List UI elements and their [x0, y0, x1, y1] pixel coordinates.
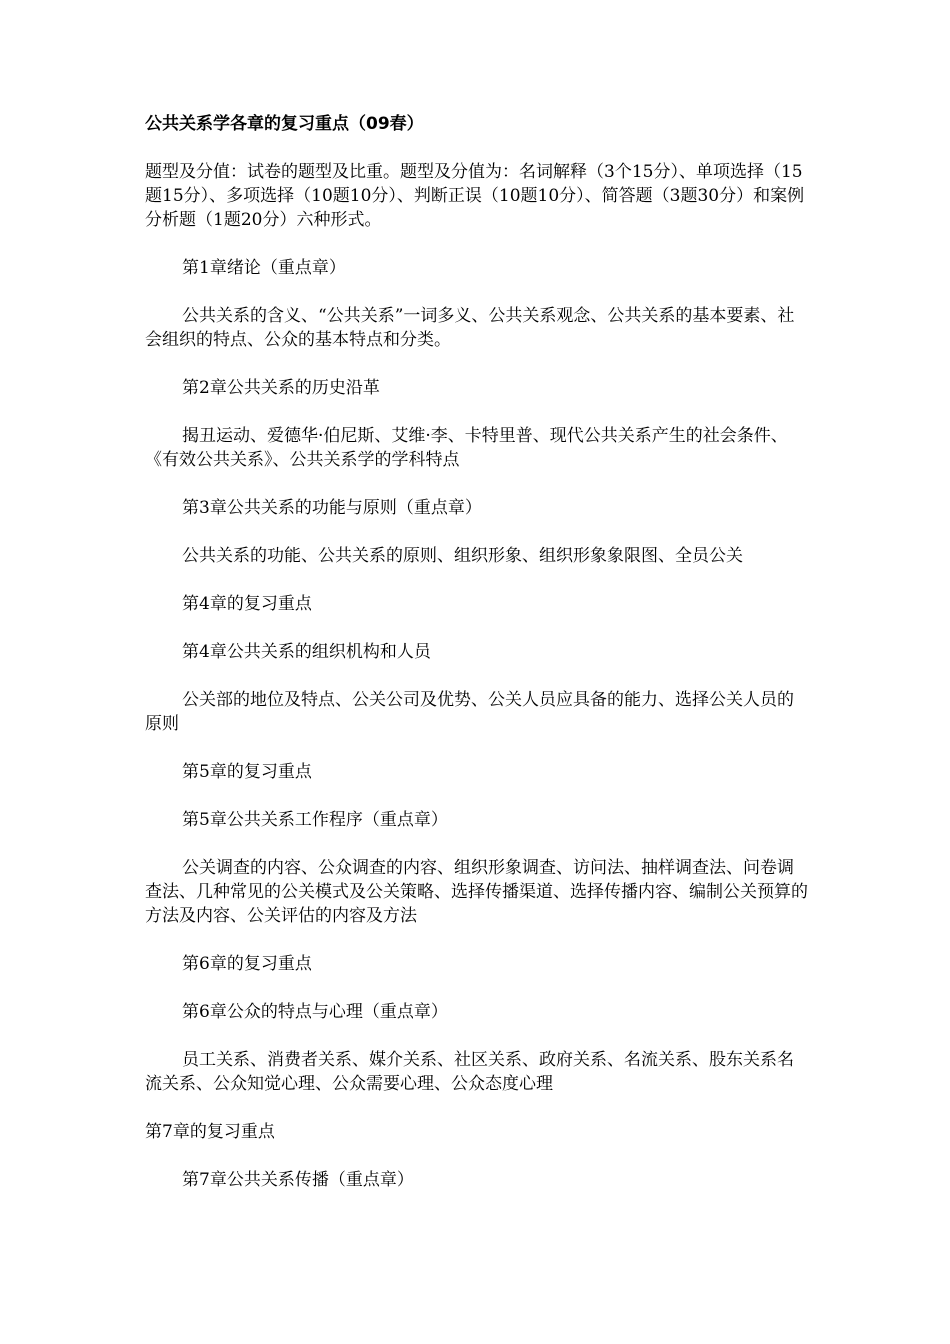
paragraph: 揭丑运动、爱德华·伯尼斯、艾维·李、卡特里普、现代公共关系产生的社会条件、《有效公共关系》、公共关系学的学科特点: [145, 426, 788, 470]
paragraph: 第5章的复习重点: [182, 762, 312, 782]
paragraph: 第7章的复习重点: [145, 1122, 275, 1142]
paragraph: 第4章的复习重点: [182, 594, 312, 614]
paragraph: 第3章公共关系的功能与原则（重点章）: [182, 498, 482, 518]
paragraph: 第7章公共关系传播（重点章）: [182, 1170, 414, 1190]
paragraph: 第5章公共关系工作程序（重点章）: [182, 810, 448, 830]
paragraph: 员工关系、消费者关系、媒介关系、社区关系、政府关系、名流关系、股东关系名流关系、公众知觉心理、公众需要心理、公众态度心理: [145, 1050, 794, 1094]
paragraph: 公共关系的功能、公共关系的原则、组织形象、组织形象象限图、全员公关: [182, 546, 743, 566]
paragraph: 第2章公共关系的历史沿革: [182, 378, 380, 398]
paragraph: 第1章绪论（重点章）: [182, 258, 346, 278]
document-body: [145, 160, 810, 1192]
paragraph: 公共关系的含义、“公共关系”一词多义、公共关系观念、公共关系的基本要素、社会组织的特点、公众的基本特点和分类。: [145, 306, 795, 350]
document-page: [145, 112, 810, 1216]
paragraph: 第6章公众的特点与心理（重点章）: [182, 1002, 448, 1022]
paragraph: 第4章公共关系的组织机构和人员: [182, 642, 431, 662]
paragraph: 公关调查的内容、公众调查的内容、组织形象调查、访问法、抽样调查法、问卷调查法、几种常见的公关模式及公关策略、选择传播渠道、选择传播内容、编制公关预算的方法及内容、公关评估的内容及方法: [145, 858, 808, 926]
paragraph: 公关部的地位及特点、公关公司及优势、公关人员应具备的能力、选择公关人员的原则: [145, 690, 794, 734]
paragraph: 第6章的复习重点: [182, 954, 312, 974]
document-title: 公共关系学各章的复习重点（09春）: [145, 114, 424, 134]
paragraph: 题型及分值：试卷的题型及比重。题型及分值为：名词解释（3个15分）、单项选择（15题15分）、多项选择（10题10分）、判断正误（10题10分）、简答题（3题30分）和案例分析题（1题20分）六种形式。: [145, 162, 805, 230]
